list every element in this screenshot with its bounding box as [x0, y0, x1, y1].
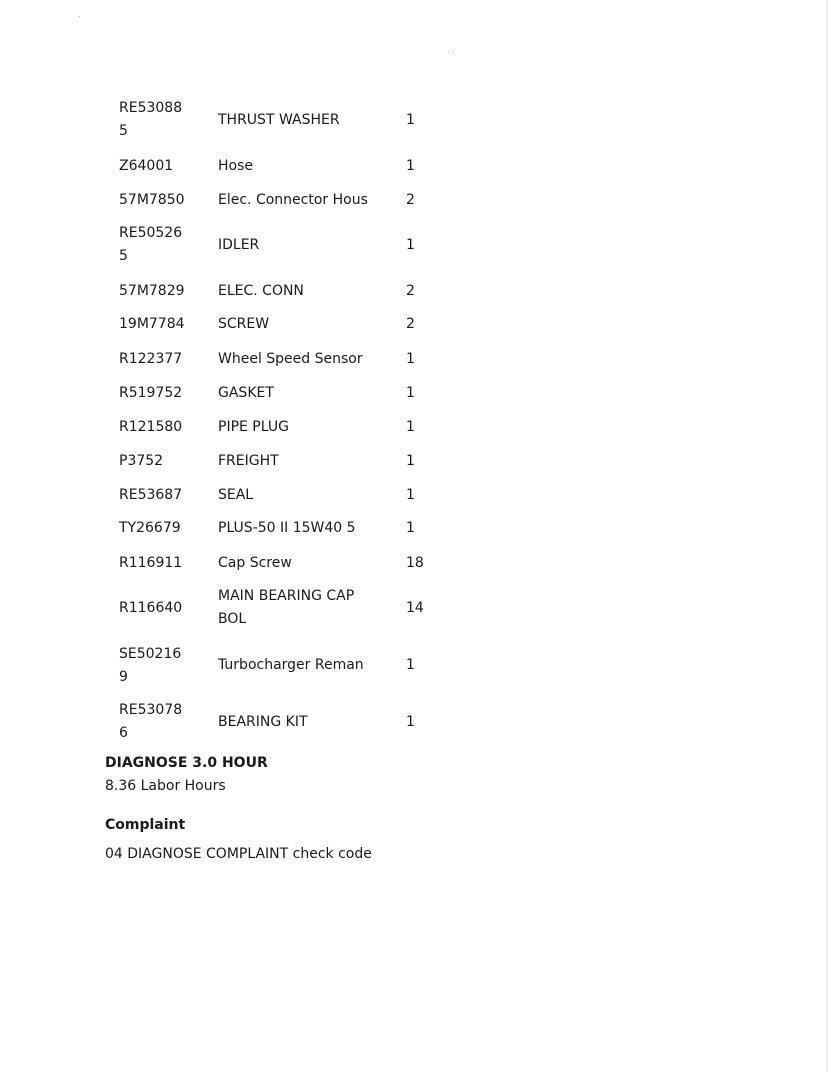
- part-number: [119, 97, 182, 143]
- part-number-line: P3752: [119, 453, 164, 469]
- part-number-line: SE50216: [119, 646, 182, 662]
- part-number-line: R116640: [119, 600, 183, 616]
- labor-hours: 8.36 Labor Hours: [105, 778, 226, 794]
- part-number-line: 6: [119, 725, 128, 741]
- complaint-title: Complaint: [105, 817, 186, 833]
- part-quantity: 1: [406, 657, 415, 673]
- part-description: [218, 711, 308, 734]
- part-number: [119, 517, 181, 540]
- part-description: [218, 348, 363, 371]
- part-description: [218, 517, 356, 540]
- part-number-line: 5: [119, 248, 128, 264]
- part-number-line: R121580: [119, 419, 183, 435]
- part-description: [218, 109, 340, 132]
- part-description-line: Turbocharger Reman: [218, 657, 364, 673]
- part-description: [218, 155, 253, 178]
- part-description-line: SCREW: [218, 316, 270, 332]
- part-quantity: 2: [406, 316, 415, 332]
- part-description-line: PLUS-50 II 15W40 5: [218, 520, 356, 536]
- part-description: [218, 585, 354, 631]
- part-number: [119, 643, 181, 689]
- part-number-line: RE53078: [119, 702, 183, 718]
- part-number: [119, 313, 185, 336]
- part-number: [119, 222, 182, 268]
- part-quantity: 1: [406, 385, 415, 401]
- part-description: [218, 280, 304, 303]
- part-description: [218, 313, 269, 336]
- part-number-line: Z64001: [119, 158, 174, 174]
- part-description-line: SEAL: [218, 487, 254, 503]
- part-quantity: 1: [406, 158, 415, 174]
- part-description-line: BOL: [218, 611, 247, 627]
- part-number-line: 57M7829: [119, 283, 185, 299]
- part-description: [218, 552, 292, 575]
- part-description-line: IDLER: [218, 237, 260, 253]
- scan-speck: [453, 52, 454, 53]
- part-description: [218, 189, 368, 212]
- part-description-line: PIPE PLUG: [218, 419, 289, 435]
- part-description: [218, 382, 274, 405]
- complaint-text: 04 DIAGNOSE COMPLAINT check code: [105, 846, 372, 862]
- part-quantity: 1: [406, 453, 415, 469]
- part-quantity: 1: [406, 487, 415, 503]
- labor-title: DIAGNOSE 3.0 HOUR: [105, 755, 268, 771]
- part-quantity: 1: [406, 237, 415, 253]
- part-number-line: RE53088: [119, 100, 183, 116]
- part-number-line: 57M7850: [119, 192, 185, 208]
- part-quantity: 1: [406, 520, 415, 536]
- part-quantity: 1: [406, 112, 415, 128]
- part-number: [119, 155, 173, 178]
- part-description-line: ELEC. CONN: [218, 283, 304, 299]
- part-number-line: R122377: [119, 351, 183, 367]
- part-number: [119, 699, 182, 745]
- part-number-line: RE53687: [119, 487, 183, 503]
- part-description: [218, 654, 364, 677]
- part-description-line: Hose: [218, 158, 253, 174]
- part-description-line: Elec. Connector Hous: [218, 192, 368, 208]
- part-number: [119, 189, 185, 212]
- part-description: [218, 450, 279, 473]
- part-quantity: 18: [406, 555, 424, 571]
- part-quantity: 2: [406, 192, 415, 208]
- part-quantity: 14: [406, 600, 424, 616]
- part-number-line: R519752: [119, 385, 183, 401]
- part-number: [119, 382, 182, 405]
- part-description: [218, 484, 253, 507]
- part-number-line: R116911: [119, 555, 183, 571]
- part-quantity: 2: [406, 283, 415, 299]
- part-number: [119, 280, 185, 303]
- part-number: [119, 450, 163, 473]
- part-number: [119, 416, 182, 439]
- part-description-line: Wheel Speed Sensor: [218, 351, 363, 367]
- scan-speck: [79, 16, 80, 17]
- part-description-line: MAIN BEARING CAP: [218, 588, 355, 604]
- part-number: [119, 597, 182, 620]
- part-description: [218, 416, 289, 439]
- part-description: [218, 234, 259, 257]
- part-number-line: RE50526: [119, 225, 183, 241]
- part-quantity: 1: [406, 714, 415, 730]
- part-quantity: 1: [406, 419, 415, 435]
- part-description-line: FREIGHT: [218, 453, 279, 469]
- part-description-line: THRUST WASHER: [218, 112, 340, 128]
- part-description-line: GASKET: [218, 385, 274, 401]
- part-number: [119, 348, 182, 371]
- part-number-line: 9: [119, 669, 128, 685]
- part-number: [119, 552, 182, 575]
- part-number: [119, 484, 182, 507]
- part-number-line: 5: [119, 123, 128, 139]
- part-number-line: 19M7784: [119, 316, 185, 332]
- part-description-line: BEARING KIT: [218, 714, 308, 730]
- part-number-line: TY26679: [119, 520, 181, 536]
- part-description-line: Cap Screw: [218, 555, 292, 571]
- part-quantity: 1: [406, 351, 415, 367]
